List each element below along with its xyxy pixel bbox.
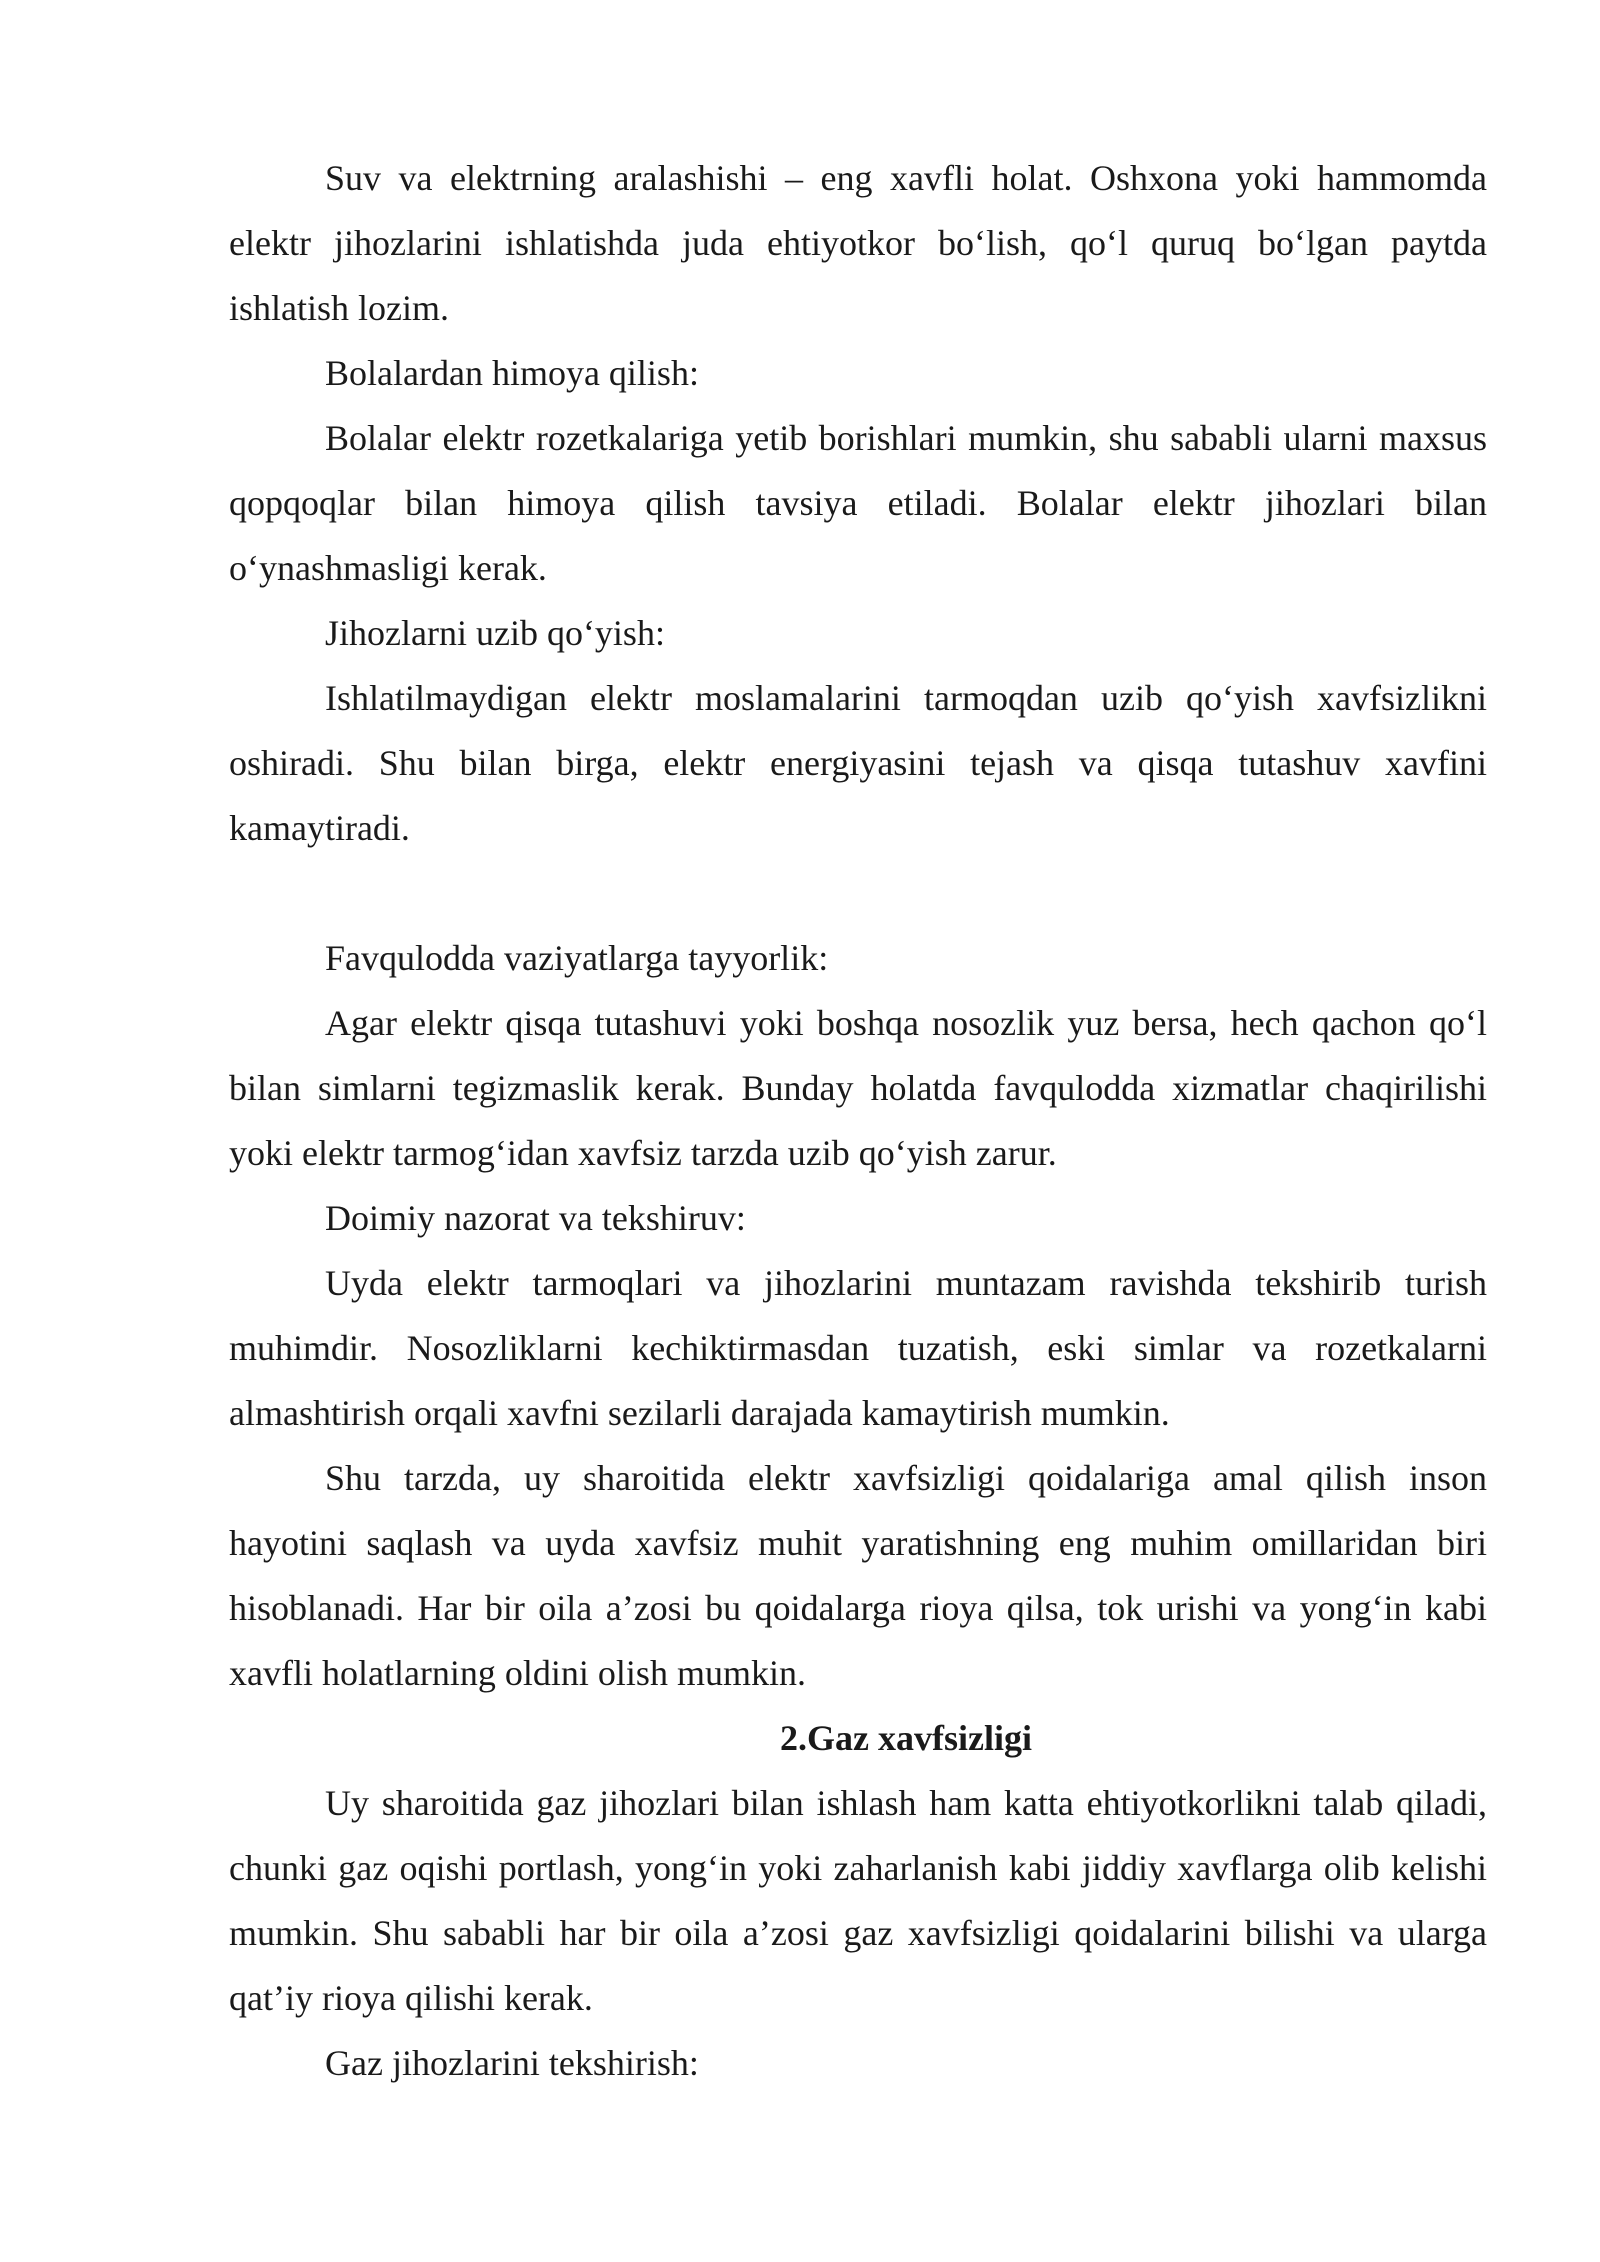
blank-line bbox=[229, 861, 1487, 926]
paragraph-water-electricity: Suv va elektrning aralashishi – eng xavfli holat. Oshxona yoki hammomda elektr jihozlarini ishlatishda juda ehtiyotkor bo‘lish, qo‘l quruq bo‘lgan paytda ishlatish lozim. bbox=[229, 158, 1487, 328]
section-heading-gas-safety: 2.Gaz xavfsizligi bbox=[780, 1718, 1032, 1758]
document-body bbox=[229, 146, 1487, 2096]
subheading-regular-inspection: Doimiy nazorat va tekshiruv: bbox=[325, 1198, 746, 1238]
paragraph-child-protection: Bolalar elektr rozetkalariga yetib borishlari mumkin, shu sababli ularni maxsus qopqoqlar bilan himoya qilish tavsiya etiladi. Bolalar elektr jihozlari bilan o‘ynashmasligi kerak. bbox=[229, 418, 1487, 588]
subheading-child-protection: Bolalardan himoya qilish: bbox=[325, 353, 699, 393]
paragraph-gas-intro: Uy sharoitida gaz jihozlari bilan ishlash ham katta ehtiyotkorlikni talab qiladi, chunki gaz oqishi portlash, yong‘in yoki zaharlanish kabi jiddiy xavflarga olib kelishi mumkin. Shu sababli har bir oila a’zosi gaz xavfsizligi qoidalarini bilishi va ularga qat’iy rioya qilishi kerak. bbox=[229, 1783, 1487, 2018]
subheading-emergency-readiness: Favqulodda vaziyatlarga tayyorlik: bbox=[325, 938, 829, 978]
paragraph-regular-inspection: Uyda elektr tarmoqlari va jihozlarini muntazam ravishda tekshirib turish muhimdir. Nosozliklarni kechiktirmasdan tuzatish, eski simlar va rozetkalarni almashtirish orqali xavfni sezilarli darajada kamaytirish mumkin. bbox=[229, 1263, 1487, 1433]
paragraph-conclusion: Shu tarzda, uy sharoitida elektr xavfsizligi qoidalariga amal qilish inson hayotini saqlash va uyda xavfsiz muhit yaratishning eng muhim omillaridan biri hisoblanadi. Har bir oila a’zosi bu qoidalarga rioya qilsa, tok urishi va yong‘in kabi xavfli holatlarning oldini olish mumkin. bbox=[229, 1458, 1487, 1693]
paragraph-emergency-readiness: Agar elektr qisqa tutashuvi yoki boshqa nosozlik yuz bersa, hech qachon qo‘l bilan simlarni tegizmaslik kerak. Bunday holatda favqulodda xizmatlar chaqirilishi yoki elektr tarmog‘idan xavfsiz tarzda uzib qo‘yish zarur. bbox=[229, 1003, 1487, 1173]
subheading-gas-inspection: Gaz jihozlarini tekshirish: bbox=[325, 2043, 699, 2083]
paragraph-unplug-devices: Ishlatilmaydigan elektr moslamalarini tarmoqdan uzib qo‘yish xavfsizlikni oshiradi. Shu bilan birga, elektr energiyasini tejash va qisqa tutashuv xavfini kamaytiradi. bbox=[229, 678, 1487, 848]
subheading-unplug-devices: Jihozlarni uzib qo‘yish: bbox=[325, 613, 665, 653]
